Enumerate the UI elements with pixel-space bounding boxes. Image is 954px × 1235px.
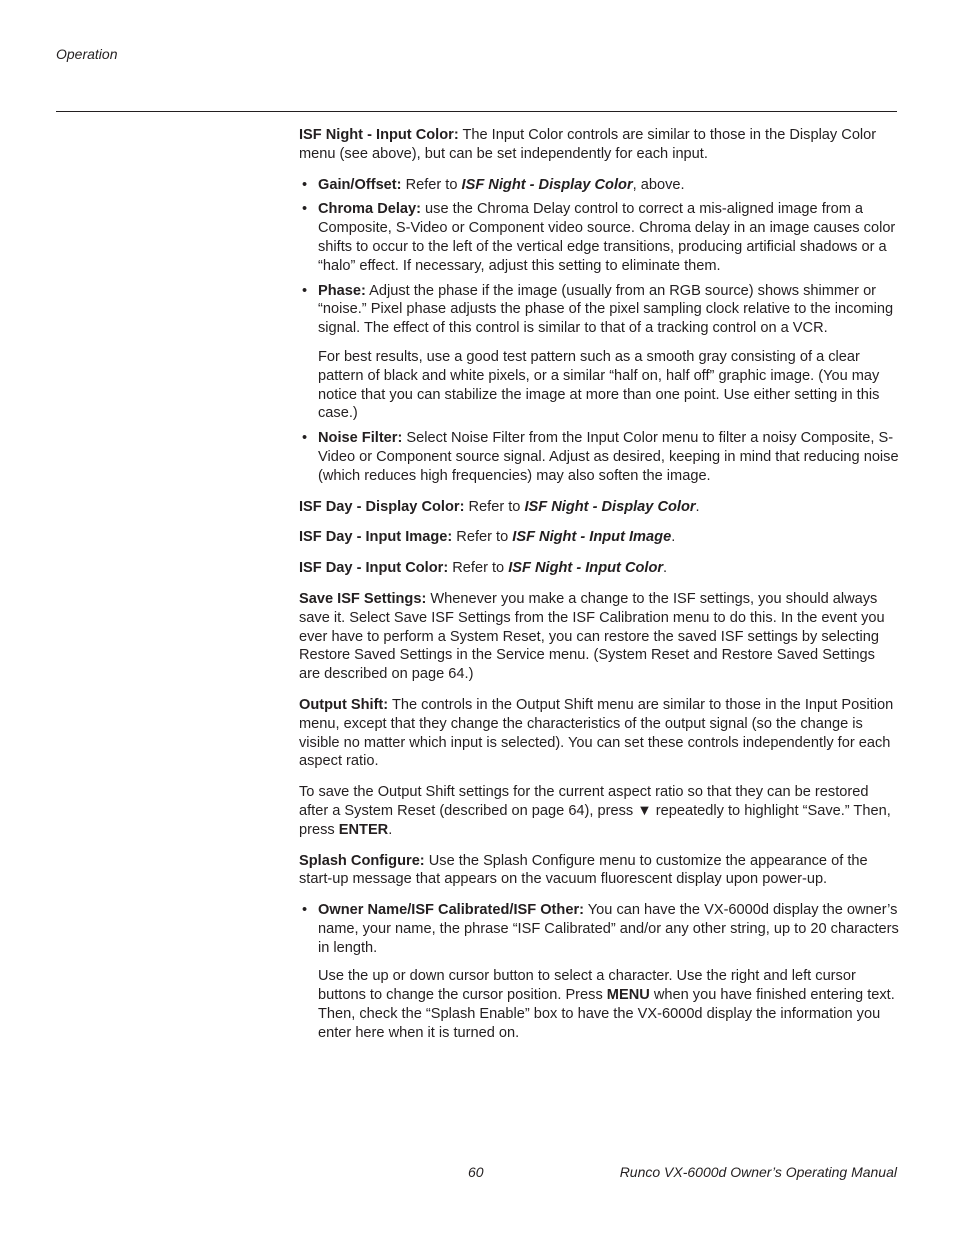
term-owner-name: Owner Name/ISF Calibrated/ISF Other: <box>318 902 584 919</box>
input-color-list <box>299 176 899 486</box>
owner-name-note-suffix: when you have finished entering text. Then, check the “Splash Enable” box to have the VX-6000d display the information you enter here when it is turned on. <box>318 987 895 1041</box>
owner-name-text: You can have the VX-6000d display the owner’s name, your name, the phrase “ISF Calibrated” and/or any other string, up to 20 characters in length. <box>318 902 899 956</box>
list-item-chroma-delay <box>299 200 899 275</box>
term-isf-day-input-image: ISF Day - Input Image: <box>299 529 453 546</box>
xref-isf-night-input-image: ISF Night - Input Image <box>512 529 672 546</box>
splash-configure-text: Use the Splash Configure menu to customize the appearance of the start-up message that appears on the vacuum fluorescent display upon power-up. <box>299 852 868 888</box>
save-isf-settings-paragraph <box>299 590 899 684</box>
splash-configure-list <box>299 901 899 1043</box>
isf-day-input-image-text: Refer to <box>452 529 513 546</box>
isf-day-input-image-paragraph <box>299 528 899 547</box>
output-shift-paragraph <box>299 696 899 771</box>
isf-day-input-color-paragraph <box>299 559 899 578</box>
isf-night-input-color-paragraph <box>299 126 899 164</box>
list-item-phase <box>299 282 899 424</box>
term-noise-filter: Noise Filter: <box>318 430 403 447</box>
save-isf-settings-text: Whenever you make a change to the ISF settings, you should always save it. Select Save ISF Settings from the ISF Calibration menu to do this. In the event you ever have to perform a System Reset, you can restore the saved ISF settings by selecting Restore Saved Settings in the Service menu. (System Reset and Restore Saved Settings are described on page 64.) <box>299 590 885 683</box>
owner-name-note <box>318 967 899 1042</box>
term-isf-night-input-color: ISF Night - Input Color: <box>299 127 459 143</box>
manual-title: Runco VX-6000d Owner’s Operating Manual <box>619 1164 897 1180</box>
term-chroma-delay: Chroma Delay: <box>318 201 421 218</box>
xref-isf-night-input-color: ISF Night - Input Color <box>508 560 664 577</box>
list-item-owner-name <box>299 901 899 1043</box>
term-splash-configure: Splash Configure: <box>299 852 425 869</box>
term-save-isf-settings: Save ISF Settings: <box>299 590 427 607</box>
list-item-gain-offset <box>299 176 899 195</box>
term-isf-day-input-color: ISF Day - Input Color: <box>299 560 449 577</box>
phase-note: For best results, use a good test pattern such as a smooth gray consisting of a clear pattern of black and white pixels, or a similar “half on, half off” graphic image. (You may notice that you can stabilize the image at more than one point. Use either setting in this case.) <box>318 348 880 422</box>
period: . <box>695 498 700 515</box>
list-item-noise-filter <box>299 429 899 485</box>
gain-offset-suffix: , above. <box>632 176 685 193</box>
menu-key-label: MENU <box>606 987 650 1004</box>
gain-offset-text: Refer to <box>401 176 462 193</box>
term-gain-offset: Gain/Offset: <box>318 176 402 193</box>
phase-text: Adjust the phase if the image (usually from an RGB source) shows shimmer or “noise.” Pixel phase adjusts the phase of the pixel sampling clock relative to the incoming signal. The effect of this control is similar to that of a tracking control on a VCR. <box>318 282 894 337</box>
xref-isf-night-display-color: ISF Night - Display Color <box>461 176 633 193</box>
term-phase: Phase: <box>318 282 366 299</box>
page-number: 60 <box>468 1164 484 1180</box>
isf-night-input-color-text: The Input Color controls are similar to those in the Display Color menu (see above), but can be set independently for each input. <box>299 127 877 162</box>
output-shift-save-text: To save the Output Shift settings for the current aspect ratio so that they can be restored after a System Reset (described on page 64), press ▼ repeatedly to highlight “Save.” Then, press <box>299 784 891 838</box>
chroma-delay-text: use the Chroma Delay control to correct a mis-aligned image from a Composite, S-Video or Component video source. Chroma delay in an image causes color shifts to occur to the left of the vertical edge transitions, producing artificial shadows or a “halo” effect. If necessary, adjust this setting to eliminate them. <box>318 201 896 274</box>
output-shift-save-paragraph <box>299 783 899 839</box>
isf-day-display-color-paragraph <box>299 498 899 517</box>
period: . <box>671 529 676 546</box>
splash-configure-paragraph <box>299 852 899 890</box>
noise-filter-text: Select Noise Filter from the Input Color menu to filter a noisy Composite, S-Video or Component source signal. Adjust as desired, keeping in mind that reducing noise (which reduces high frequencies) may also soften the image. <box>318 430 899 484</box>
xref-isf-night-display-color: ISF Night - Display Color <box>524 498 696 515</box>
term-isf-day-display-color: ISF Day - Display Color: <box>299 498 465 515</box>
term-output-shift: Output Shift: <box>299 696 389 713</box>
isf-day-display-color-text: Refer to <box>464 498 525 515</box>
owner-name-note-text: Use the up or down cursor button to select a character. Use the right and left cursor buttons to change the cursor position. Press <box>318 968 856 1004</box>
running-header: Operation <box>56 46 118 62</box>
period: . <box>388 821 393 838</box>
main-content <box>299 126 899 1055</box>
header-rule <box>56 111 897 112</box>
output-shift-text: The controls in the Output Shift menu are similar to those in the Input Position menu, except that they change the characteristics of the output signal (so the change is visible no matter which input is selected). You can set these controls independently for each aspect ratio. <box>299 696 894 770</box>
period: . <box>663 560 668 577</box>
isf-day-input-color-text: Refer to <box>448 560 509 577</box>
enter-key-label: ENTER <box>338 821 389 838</box>
